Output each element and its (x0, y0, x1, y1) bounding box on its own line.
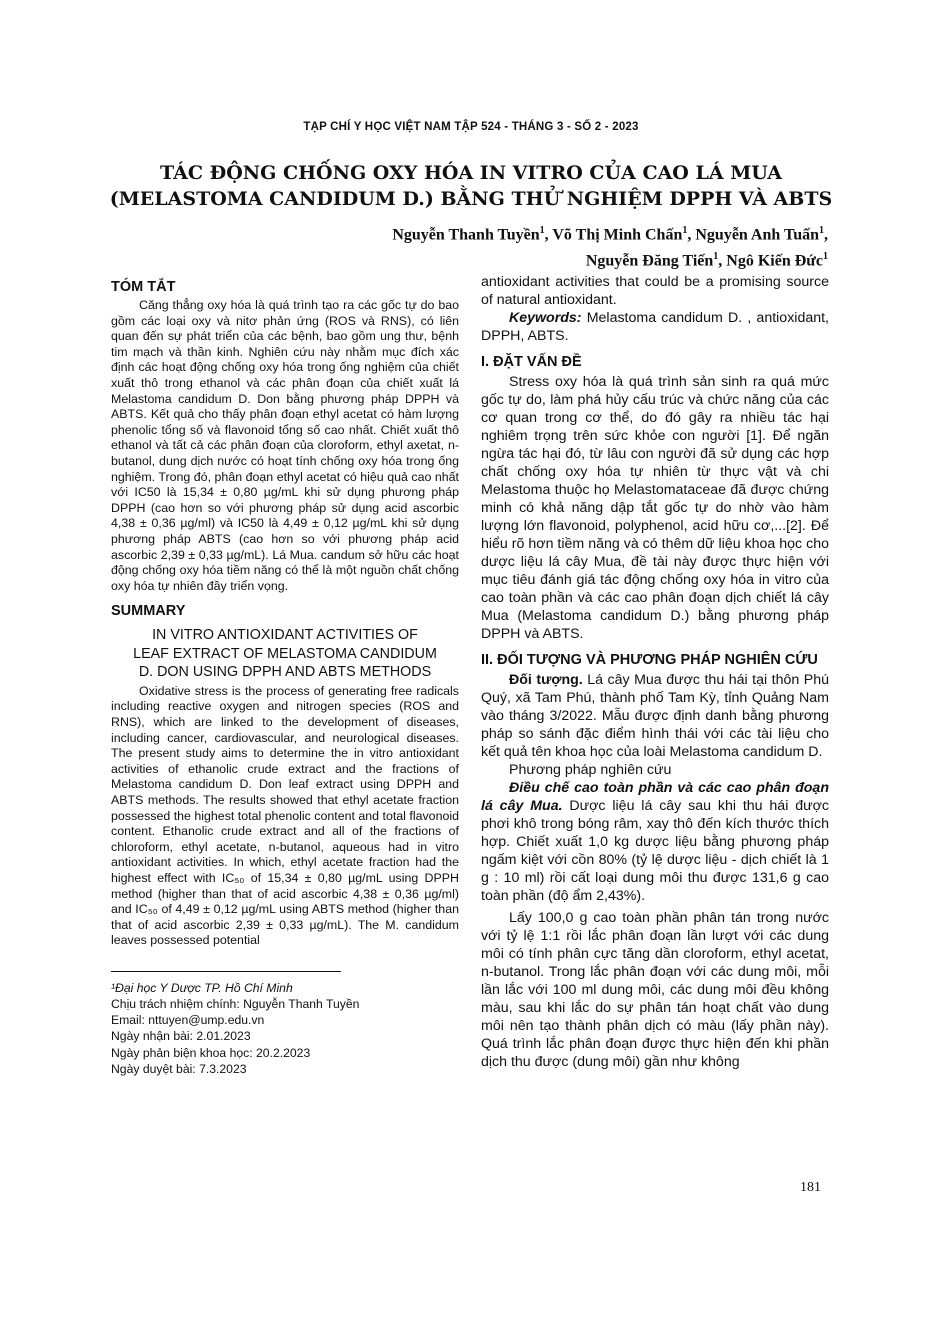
section-1-heading: I. ĐẶT VẤN ĐỀ (481, 354, 582, 370)
section-2-prep (481, 779, 829, 905)
abstract-vi-heading: TÓM TẮT (111, 279, 176, 295)
author-affiliation-mark: 1 (539, 225, 545, 236)
summary-heading: SUMMARY (111, 603, 186, 620)
prep-label: Điều chế cao toàn phần và các cao phân đoạn lá cây Mua. (481, 780, 829, 814)
object-label: Đối tượng. (509, 672, 583, 688)
authors-line-2: Nguyễn Đăng Tiến$^1$, Ngô Kiến Đức$^1$ (585, 251, 828, 270)
summary-title: IN VITRO ANTIOXIDANT ACTIVITIES OF LEAF EXTRACT OF MELASTOMA CANDIDUM D. DON USING DPPH AND ABTS METHODS (133, 627, 437, 681)
right-column (481, 273, 829, 1071)
prep-text: Dược liệu lá cây sau khi thu hái được phơi khô trong bóng râm, xay thô đến kích thước thích hợp. Chiết xuất 1,0 kg dược liệu bằng phương pháp ngấm kiệt với cồn 80% (tỷ lệ dược liệu - dịch chiết là 1 g : 10 ml) rồi cất loại dung môi thu được 131,6 g cao toàn phần (độ ẩm 2,43%). (481, 798, 829, 904)
section-2-object (481, 671, 829, 761)
object-text: Lá cây Mua được thu hái tại thôn Phú Quý, xã Tam Phú, thành phố Tam Kỳ, tỉnh Quảng Nam vào tháng 3/2022. Mẫu được định danh bằng phương pháp so sánh đặc điểm hình thái với các tài liệu cho kết quả tên khoa học của loài Melastoma candidum D. (481, 672, 829, 760)
summary-text-continued: antioxidant activities that could be a promising source of natural antioxidant. (481, 274, 829, 308)
title-line-2: (MELASTOMA CANDIDUM D.) BẰNG THỬ NGHIỆM DPPH VÀ ABTS (109, 188, 833, 210)
authors-line-1: Nguyễn Thanh Tuyền$^1$, Võ Thị Minh Chấn$^1$, Nguyễn Anh Tuấn$^1$, (392, 225, 828, 244)
footnote-divider (111, 971, 341, 972)
footnote-email: Email: nttuyen@ump.edu.vn (111, 1013, 265, 1028)
author-affiliation-mark: 1 (823, 251, 828, 263)
footnote-received: Ngày nhận bài: 2.01.2023 (111, 1029, 251, 1044)
footnotes (111, 980, 459, 1077)
keywords (481, 309, 829, 345)
section-2-text-2: Lấy 100,0 g cao toàn phần phân tán trong nước với tỷ lệ 1:1 rồi lắc phân đoạn lần lượt với các dung môi có tính phân cực tăng dần cloroform, ethyl acetat, n-butanol. Trong lắc phân đoạn với các dung môi, mỗi lần lắc với 100 ml dung môi, các dung môi đều không màu, sau khi lắc do sự phân tán hoạt chất vào dung môi nên tạo thành phân dịch có màu (lấy phần này). Quá trình lắc phân đoạn được thực hiện đến khi phần dịch thu được (dung môi) gần như không (481, 910, 829, 1070)
author-name: Nguyễn Thanh Tuyền (392, 226, 540, 244)
abstract-vi-text: Căng thẳng oxy hóa là quá trình tạo ra các gốc tự do bao gồm các loại oxy và nitơ phản ứng (ROS và RNS), có liên quan đến sự phát triển của các bệnh, bao gồm ung thư, bệnh tim mạch và thần kinh. Nghiên cứu này nhằm mục đích xác định các hoạt động chống oxy hóa trong ống nghiệm của chiết xuất thô trong ethanol và các phân đoạn của chiết xuất lá Melastoma candidum D. Don bằng phương pháp DPPH và ABTS. Kết quả cho thấy phân đoạn ethyl acetat có hàm lượng phenolic tổng số và flavonoid tổng số cao nhất. Chiết xuất thô ethanol và tất cả các phân đoạn của cloroform, ethyl axetat, n-butanol, dung dịch nước có hoạt tính chống oxy hóa trong ống nghiệm. Trong đó, phân đoạn ethyl acetat có hiệu quả cao nhất với IC50 là 15,34 ± 0,80 µg/mL khi sử dụng phương pháp DPPH (cao hơn so với phương pháp sử dụng acid ascorbic 4,38 ± 0,36 µg/ml) và IC50 là 4,49 ± 0,12 µg/mL khi sử dụng phương pháp ABTS (cao hơn so với phương pháp acid ascorbic 2,39 ± 0,33 µg/mL). Lá Mua. candum sở hữu các hoạt động chống oxy hóa tiềm năng có thể là một nguồn chất chống oxy hóa tự nhiên đầy triển vọng. (111, 298, 459, 593)
section-1-text: Stress oxy hóa là quá trình sản sinh ra quá mức gốc tự do, làm phá hủy cấu trúc và chức năng của các cơ quan trong cơ thể, do đó gây ra nhiều tác hại nghiêm trọng trên sức khỏe con người [1]. Để ngăn ngừa tác hại đó, từ lâu con người đã sử dụng các hợp chất chống oxy hóa tự nhiên từ thực vật và chi Melastoma thuộc họ Melastomataceae đã được chứng minh có khả năng dập tắt gốc tự do nhờ vào hàm lượng lớn flavonoid, polyphenol, acid hữu cơ,...[2]. Để hiểu rõ hơn tiềm năng và có thêm dữ liệu khoa học cho dược liệu lá cây Mua, đề tài này được thực hiện với mục tiêu đánh giá tác động chống oxy hóa in vitro của cao toàn phần và các cao phân đoạn dịch chiết lá cây Mua (Melastoma candidum D.) bằng phương pháp DPPH và ABTS. (481, 374, 829, 642)
footnote-approved: Ngày duyệt bài: 7.3.2023 (111, 1061, 247, 1076)
author-list (228, 220, 828, 273)
author-name: Ngô Kiến Đức (726, 252, 823, 270)
keywords-text: Melastoma candidum D. , antioxidant, DPPH, ABTS. (481, 310, 829, 344)
article-title (100, 160, 842, 212)
footnote-reviewed: Ngày phản biện khoa học: 20.2.2023 (111, 1045, 311, 1060)
title-line-1: TÁC ĐỘNG CHỐNG OXY HÓA IN VITRO CỦA CAO LÁ MUA (160, 162, 782, 184)
section-2-heading: II. ĐỐI TƯỢNG VÀ PHƯƠNG PHÁP NGHIÊN CỨU (481, 652, 818, 668)
author-affiliation-mark: 1 (682, 225, 688, 236)
summary-text: Oxidative stress is the process of generating free radicals including reactive oxygen and nitrogen species (ROS and RNS), which are linked to the development of diseases, including cancer, cardiovascular, and neurological diseases. The present study aims to determine the in vitro antioxidant activities of ethanolic crude extract and the fractions of Melastoma candidum D. Don leaf extract using DPPH and ABTS methods. The results showed that ethyl acetate fraction possessed the highest total phenolic content and total flavonoid content. Ethanolic crude extract and all of the fractions of chloroform, ethyl acetate, n-butanol, aqueous had in vitro antioxidant activities. In which, ethyl acetate fraction had the highest effect with IC₅₀ of 15,34 ± 0,80 µg/mL using DPPH method (higher than that of acid ascorbic 4,38 ± 0,36 µg/ml) and IC₅₀ of 4,49 ± 0,12 µg/mL using ABTS method (higher than that of acid ascorbic 2,39 ± 0,33 µg/mL). The M. candidum leaves possessed potential (111, 683, 459, 948)
keywords-label: Keywords: (509, 310, 582, 326)
journal-header: TẠP CHÍ Y HỌC VIỆT NAM TẬP 524 - THÁNG 3 - SỐ 2 - 2023 (303, 121, 639, 133)
author-name: Võ Thị Minh Chấn (552, 226, 683, 244)
method-heading: Phương pháp nghiên cứu (509, 762, 672, 778)
footnote-responsible: Chịu trách nhiệm chính: Nguyễn Thanh Tuyền (111, 997, 360, 1012)
author-affiliation-mark: 1 (819, 225, 824, 236)
author-name: Nguyễn Đăng Tiến (585, 252, 714, 270)
footnote-affiliation: ¹Đại học Y Dược TP. Hồ Chí Minh (111, 980, 293, 995)
author-name: Nguyễn Anh Tuấn (695, 226, 819, 244)
author-affiliation-mark: 1 (713, 251, 719, 263)
page-number: 181 (800, 1180, 821, 1195)
left-column (111, 278, 459, 1077)
